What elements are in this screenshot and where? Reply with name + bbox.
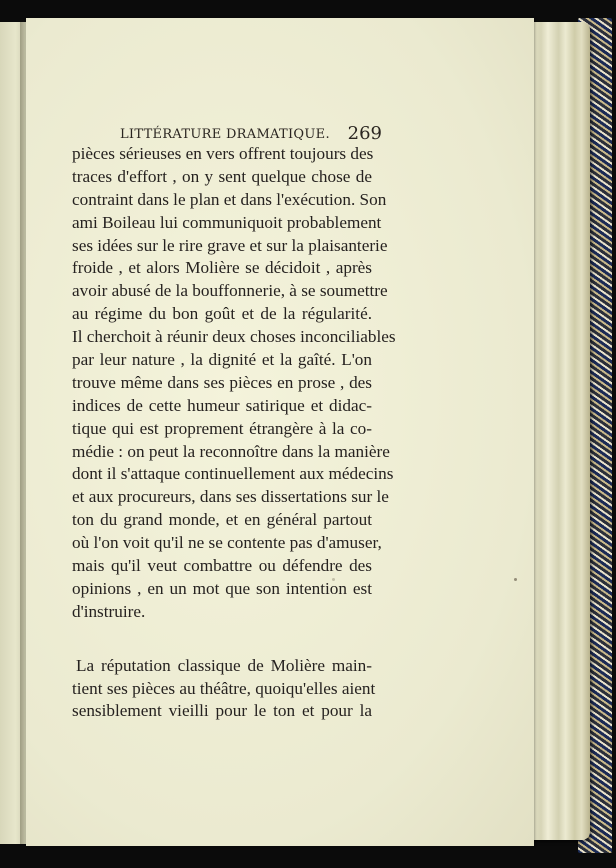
text-line: ton du grand monde, et en général partout xyxy=(72,510,372,530)
text-line: mais qu'il veut combattre ou défendre des xyxy=(72,556,372,576)
text-line: médie : on peut la reconnoître dans la manière xyxy=(72,441,390,461)
running-head xyxy=(120,123,382,145)
text-line: trouve même dans ses pièces en prose , des xyxy=(72,372,372,392)
text-line: contraint dans le plan et dans l'exécution. Son xyxy=(72,189,387,209)
paper-spot xyxy=(514,578,517,581)
text-line: traces d'effort , on y sent quelque chose de xyxy=(72,166,372,186)
page-number: 269 xyxy=(347,123,382,144)
paragraph xyxy=(72,655,376,724)
text-line: avoir abusé de la bouffonnerie, à se soumettre xyxy=(72,281,388,301)
text-line: froide , et alors Molière se décidoit , après xyxy=(72,258,372,278)
text-line: ami Boileau lui communiquoit probablement xyxy=(72,212,382,232)
text-line: dont il s'attaque continuellement aux médecins xyxy=(72,464,394,484)
body-text xyxy=(72,143,396,723)
text-line: où l'on voit qu'il ne se contente pas d'amuser, xyxy=(72,533,382,553)
text-line: ses idées sur le rire grave et sur la plaisanterie xyxy=(72,235,388,255)
running-title: LITTÉRATURE DRAMATIQUE. xyxy=(120,127,330,142)
text-line: tique qui est proprement étrangère à la co- xyxy=(72,418,372,438)
text-line: indices de cette humeur satirique et didac- xyxy=(72,395,372,415)
text-line: au régime du bon goût et de la régularité. xyxy=(72,304,372,324)
text-line: par leur nature , la dignité et la gaîté. L'on xyxy=(72,350,372,370)
text-line: pièces sérieuses en vers offrent toujours des xyxy=(72,144,374,163)
text-line: tient ses pièces au théâtre, quoiqu'elles aient xyxy=(72,678,376,698)
text-line: sensiblement vieilli pour le ton et pour la xyxy=(72,701,372,721)
text-line: opinions , en un mot que son intention est xyxy=(72,578,372,598)
text-line: d'instruire. xyxy=(72,601,146,621)
text-line: et aux procureurs, dans ses dissertations sur le xyxy=(72,487,389,507)
text-line: La réputation classique de Molière main- xyxy=(76,655,372,675)
paragraph xyxy=(72,143,396,624)
text-line: Il cherchoit à réunir deux choses inconciliables xyxy=(72,327,396,347)
